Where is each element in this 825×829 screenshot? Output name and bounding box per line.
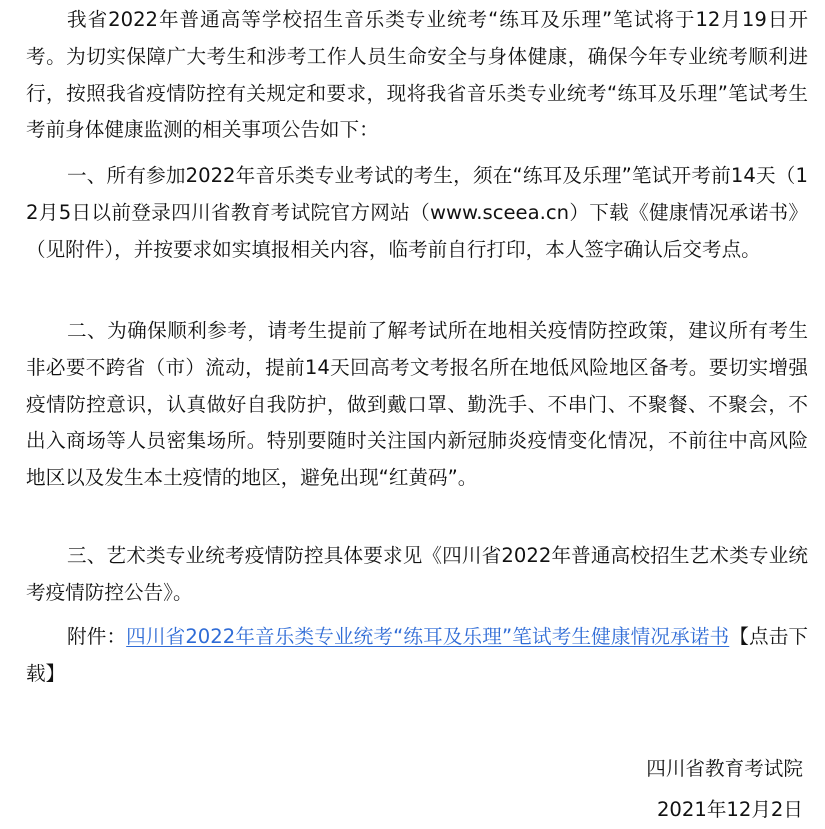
notice-paragraph-item-1: 一、所有参加2022年音乐类专业考试的考生，须在“练耳及乐理”笔试开考前14天（12月5日以前登录四川省教育考试院官方网站（www.sceea.cn）下载《健康情况承诺书》（见附件），并按要求如实填报相关内容，临考前自行打印，本人签字确认后交考点。 — [26, 164, 808, 261]
attachment-link[interactable]: 四川省2022年音乐类专业统考“练耳及乐理”笔试考生健康情况承诺书 — [126, 625, 730, 648]
issue-date: 2021年12月2日 — [656, 798, 803, 821]
notice-paragraph-item-3: 三、艺术类专业统考疫情防控具体要求见《四川省2022年普通高校招生艺术类专业统考疫情防控公告》。 — [26, 544, 808, 604]
attachment-label: 附件： — [67, 625, 127, 648]
issuer-name: 四川省教育考试院 — [646, 757, 803, 780]
download-link[interactable]: 【点击下载】 — [26, 625, 809, 685]
notice-paragraph-intro: 我省2022年普通高等学校招生音乐类专业统考“练耳及乐理”笔试将于12月19日开考。为切实保障广大考生和涉考工作人员生命安全与身体健康，确保今年专业统考顺利进行，按照我省疫情防控有关规定和要求，现将我省音乐类专业统考“练耳及乐理”笔试考生考前身体健康监测的相关事项公告如下： — [26, 8, 808, 142]
attachment-paragraph — [26, 619, 808, 693]
notice-paragraph-item-2: 二、为确保顺利参考，请考生提前了解考试所在地相关疫情防控政策，建议所有考生非必要不跨省（市）流动，提前14天回高考文考报名所在地低风险地区备考。要切实增强疫情防控意识，认真做好自我防护，做到戴口罩、勤洗手、不串门、不聚餐、不聚会，不出入商场等人员密集场所。特别要随时关注国内新冠肺炎疫情变化情况，不前往中高风险地区以及发生本土疫情的地区，避免出现“红黄码”。 — [26, 319, 808, 490]
